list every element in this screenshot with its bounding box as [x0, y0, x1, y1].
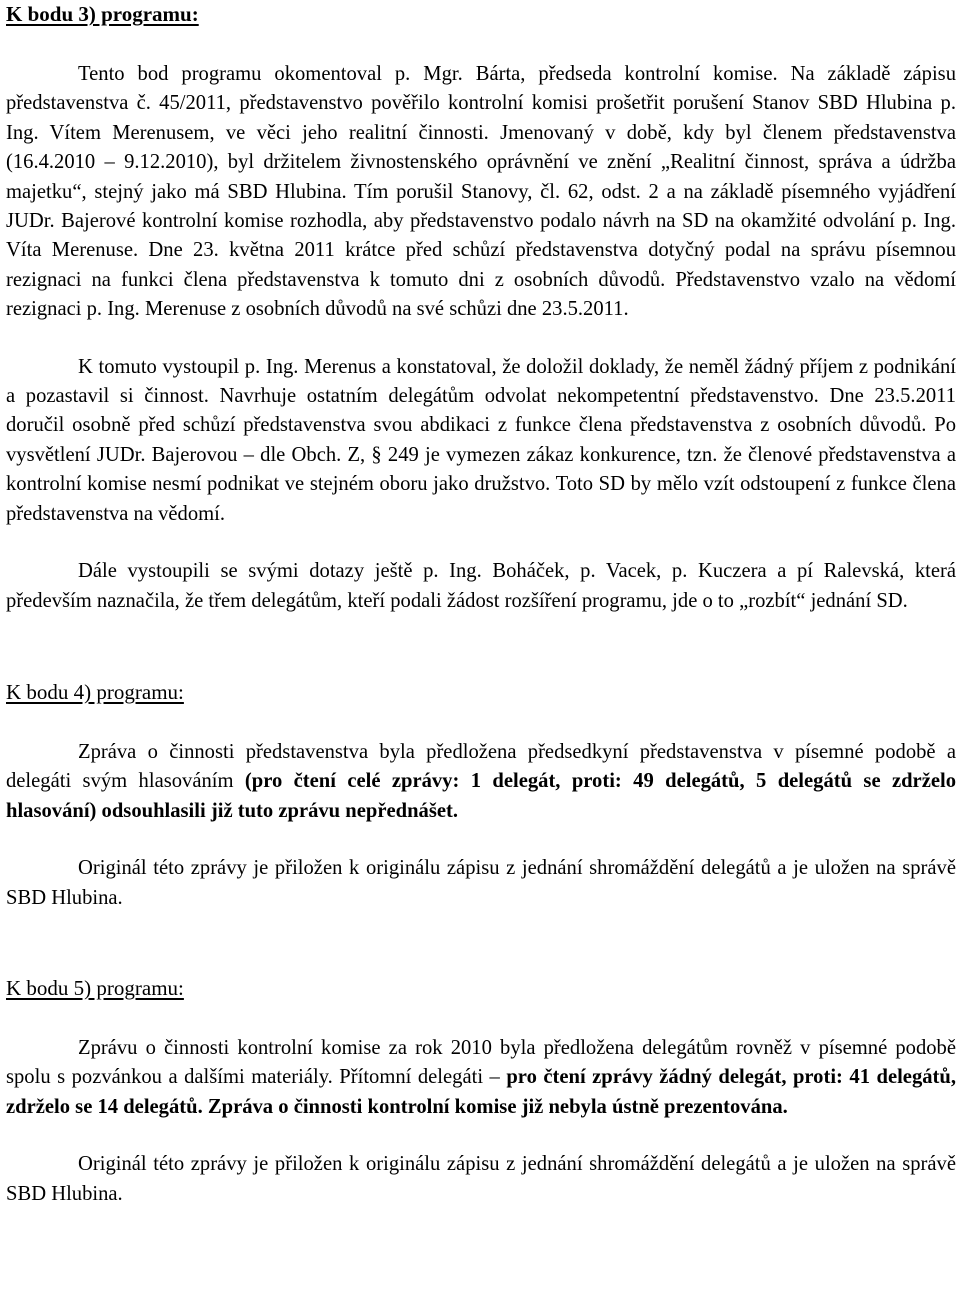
- spacer: [6, 826, 956, 854]
- section-5-paragraph-1-text: Zprávu o činnosti kontrolní komise za rok 2010 byla předložena delegátům rovněž v písemné podobě spolu s pozvánkou a dalšími materiály. Přítomní delegáti –: [6, 1036, 956, 1089]
- section-4-paragraph-2: Originál této zprávy je přiložen k originálu zápisu z jednání shromáždění delegátů a je uložen na správě SBD Hlubina.: [6, 857, 956, 909]
- spacer: [6, 325, 956, 353]
- section-3-heading: K bodu 3) programu:: [6, 2, 199, 26]
- section-5-paragraph-1: [6, 1034, 956, 1122]
- section-3-paragraph-1: Tento bod programu okomentoval p. Mgr. Bárta, předseda kontrolní komise. Na základě zápisu představenstva č. 45/2011, představenstvo pověřilo kontrolní komisi prošetřit porušení Stanov SBD Hlubina p. Ing. Vítem Merenusem, ve věci jeho realitní činnosti. Jmenovaný v době, kdy byl členem představenstva (16.4.2010 – 9.12.2010), byl držitelem živnostenského oprávnění ve znění „Realitní činnost, správa a údržba majetku“, stejný jako má SBD Hlubina. Tím porušil Stanovy, čl. 62, odst. 2 a na základě písemného vyjádření JUDr. Bajerové kontrolní komise rozhodla, aby představenstvo podalo návrh na SD na okamžité odvolání p. Ing. Víta Merenuse. Dne 23. května 2011 krátce před schůzí představenstva dotyčný podal na správu písemnou rezignaci na funkci člena představenstva k tomuto dni z osobních důvodů. Představenstvo vzalo na vědomí rezignaci p. Ing. Merenuse z osobních důvodů na své schůzi dne 23.5.2011.: [6, 63, 956, 321]
- section-3-paragraph-3: Dále vystoupili se svými dotazy ještě p. Ing. Boháček, p. Vacek, p. Kuczera a pí Ralevská, která především naznačila, že třem delegátům, kteří podali žádost rozšíření programu, jde o to „rozbít“ jednání SD.: [6, 560, 956, 612]
- section-4-heading: K bodu 4) programu:: [6, 679, 184, 704]
- document-page: [6, 0, 956, 1209]
- spacer: [6, 616, 956, 678]
- spacer: [6, 529, 956, 557]
- spacer: [6, 913, 956, 974]
- spacer: [6, 707, 956, 738]
- spacer: [6, 1003, 956, 1034]
- section-5-heading: K bodu 5) programu:: [6, 975, 184, 1000]
- section-5-paragraph-2: Originál této zprávy je přiložen k originálu zápisu z jednání shromáždění delegátů a je uložen na správě SBD Hlubina.: [6, 1153, 956, 1205]
- spacer: [6, 1122, 956, 1150]
- section-3-paragraph-2: K tomuto vystoupil p. Ing. Merenus a konstatoval, že doložil doklady, že neměl žádný příjem z podnikání a pozastavil si činnost. Navrhuje ostatním delegátům odvolat nekompetentní představenstvo. Dne 23.5.2011 doručil osobně před schůzí představenstva svou abdikaci z funkce člena představenstva z osobních důvodů. Po vysvětlení JUDr. Bajerovou – dle Obch. Z, § 249 je vymezen zákaz konkurence, tzn. že členové představenstva a kontrolní komise nesmí podnikat ve stejném oboru jako družstvo. Toto SD by mělo vzít odstoupení z funkce člena představenstva na vědomí.: [6, 355, 956, 525]
- section-4-vote-result: (pro čtení celé zprávy: 1 delegát, proti: 49 delegátů, 5 delegátů se zdrželo hlasování) odsouhlasili již tuto zprávu nepřednášet.: [6, 770, 956, 822]
- section-4-paragraph-1-text: Zpráva o činnosti představenstva byla předložena předsedkyní představenstva v písemné podobě a delegáti svým hlasováním: [6, 740, 956, 793]
- section-5-vote-result: pro čtení zprávy žádný delegát, proti: 41 delegátů, zdrželo se 14 delegátů. Zpráva o činnosti kontrolní komise již nebyla ústně prezentována.: [6, 1066, 956, 1118]
- section-4-paragraph-1: [6, 738, 956, 826]
- spacer: [6, 29, 956, 60]
